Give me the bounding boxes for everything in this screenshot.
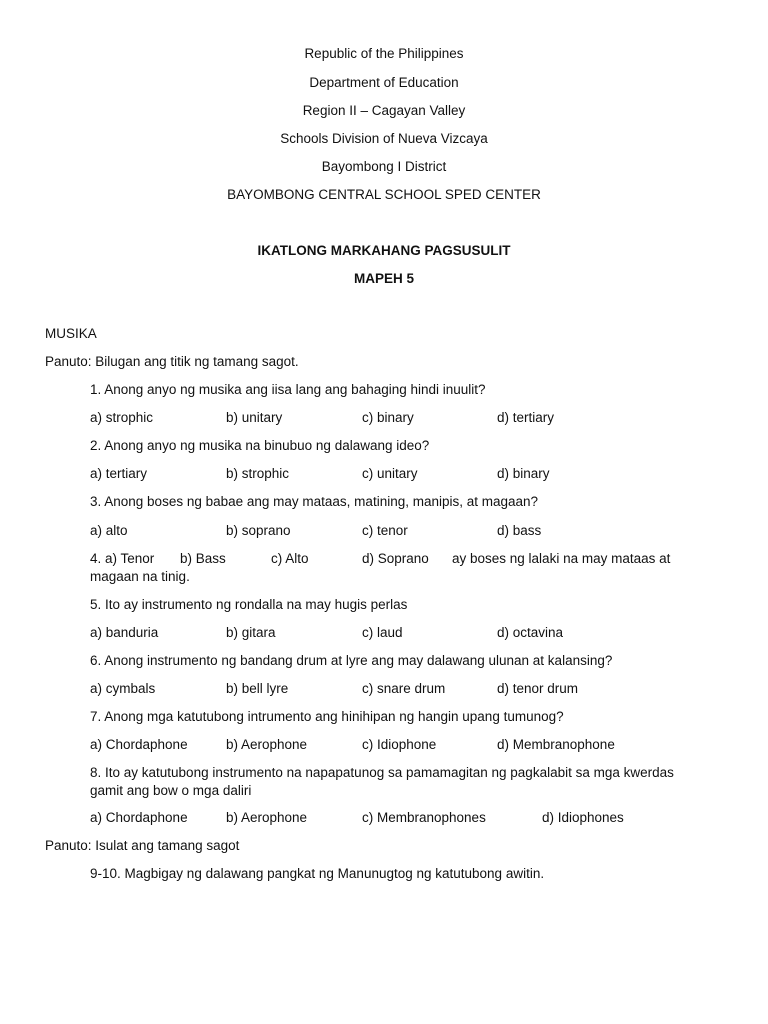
q2-choice-c: c) unitary — [362, 466, 418, 481]
q7-choice-d: d) Membranophone — [497, 737, 615, 752]
question-2: 2. Anong anyo ng musika na binubuo ng dalawang ideo? — [90, 438, 430, 453]
question-8: 8. Ito ay katutubong instrumento na napapatunog sa pamamagitan ng pagkalabit sa mga kwerdas gamit ang bow o mga daliri — [90, 765, 674, 798]
q6-choice-b: b) bell lyre — [226, 681, 289, 696]
q1-choice-c: c) binary — [362, 410, 414, 425]
q8-choice-d: d) Idiophones — [542, 810, 624, 825]
q8-choice-c: c) Membranophones — [362, 810, 486, 825]
question-3: 3. Anong boses ng babae ang may mataas, matining, manipis, at magaan? — [90, 494, 539, 509]
header-department: Department of Education — [309, 75, 459, 90]
q1-choice-b: b) unitary — [226, 410, 283, 425]
q7-choice-a: a) Chordaphone — [90, 737, 188, 752]
question-4-continuation: magaan na tinig. — [90, 569, 190, 584]
question-5: 5. Ito ay instrumento ng rondalla na may hugis perlas — [90, 597, 408, 612]
q2-choice-d: d) binary — [497, 466, 550, 481]
q6-choice-d: d) tenor drum — [497, 681, 579, 696]
q1-choice-d: d) tertiary — [497, 410, 555, 425]
question-6: 6. Anong instrumento ng bandang drum at lyre ang may dalawang ulunan at kalansing? — [90, 653, 613, 668]
instruction-write: Panuto: Isulat ang tamang sagot — [45, 838, 240, 853]
q5-choice-b: b) gitara — [226, 625, 276, 640]
q3-choice-a: a) alto — [90, 523, 128, 538]
q6-choice-c: c) snare drum — [362, 681, 446, 696]
q8-choice-a: a) Chordaphone — [90, 810, 188, 825]
q4-choice-c: c) Alto — [271, 551, 309, 566]
q7-choice-b: b) Aerophone — [226, 737, 308, 752]
q4-choice-b: b) Bass — [180, 551, 226, 566]
q3-choice-b: b) soprano — [226, 523, 291, 538]
exam-subject: MAPEH 5 — [353, 271, 414, 286]
q6-choice-a: a) cymbals — [90, 681, 156, 696]
q1-choice-a: a) strophic — [90, 410, 154, 425]
q4-choice-a: 4. a) Tenor — [90, 551, 155, 566]
section-name: MUSIKA — [45, 326, 97, 341]
q2-choice-b: b) strophic — [226, 466, 290, 481]
header-division: Schools Division of Nueva Vizcaya — [280, 131, 488, 146]
header-region: Region II – Cagayan Valley — [302, 103, 466, 118]
question-7: 7. Anong mga katutubong intrumento ang hinihipan ng hangin upang tumunog? — [90, 709, 564, 724]
q3-choice-d: d) bass — [497, 523, 542, 538]
header-republic: Republic of the Philippines — [304, 46, 464, 61]
instruction-circle: Panuto: Bilugan ang titik ng tamang sagot. — [45, 354, 299, 369]
q7-choice-c: c) Idiophone — [362, 737, 437, 752]
q4-choice-d: d) Soprano — [362, 551, 429, 566]
q2-choice-a: a) tertiary — [90, 466, 148, 481]
header-district: Bayombong I District — [321, 159, 447, 174]
exam-title: IKATLONG MARKAHANG PAGSUSULIT — [257, 243, 511, 258]
q8-choice-b: b) Aerophone — [226, 810, 308, 825]
q5-choice-c: c) laud — [362, 625, 403, 640]
q3-choice-c: c) tenor — [362, 523, 408, 538]
question-9-10: 9-10. Magbigay ng dalawang pangkat ng Manunugtog ng katutubong awitin. — [90, 866, 545, 881]
header-school: BAYOMBONG CENTRAL SCHOOL SPED CENTER — [227, 187, 541, 202]
question-4-tail: ay boses ng lalaki na may mataas at — [452, 551, 671, 566]
q5-choice-d: d) octavina — [497, 625, 564, 640]
q5-choice-a: a) banduria — [90, 625, 159, 640]
question-1: 1. Anong anyo ng musika ang iisa lang ang bahaging hindi inuulit? — [90, 382, 486, 397]
